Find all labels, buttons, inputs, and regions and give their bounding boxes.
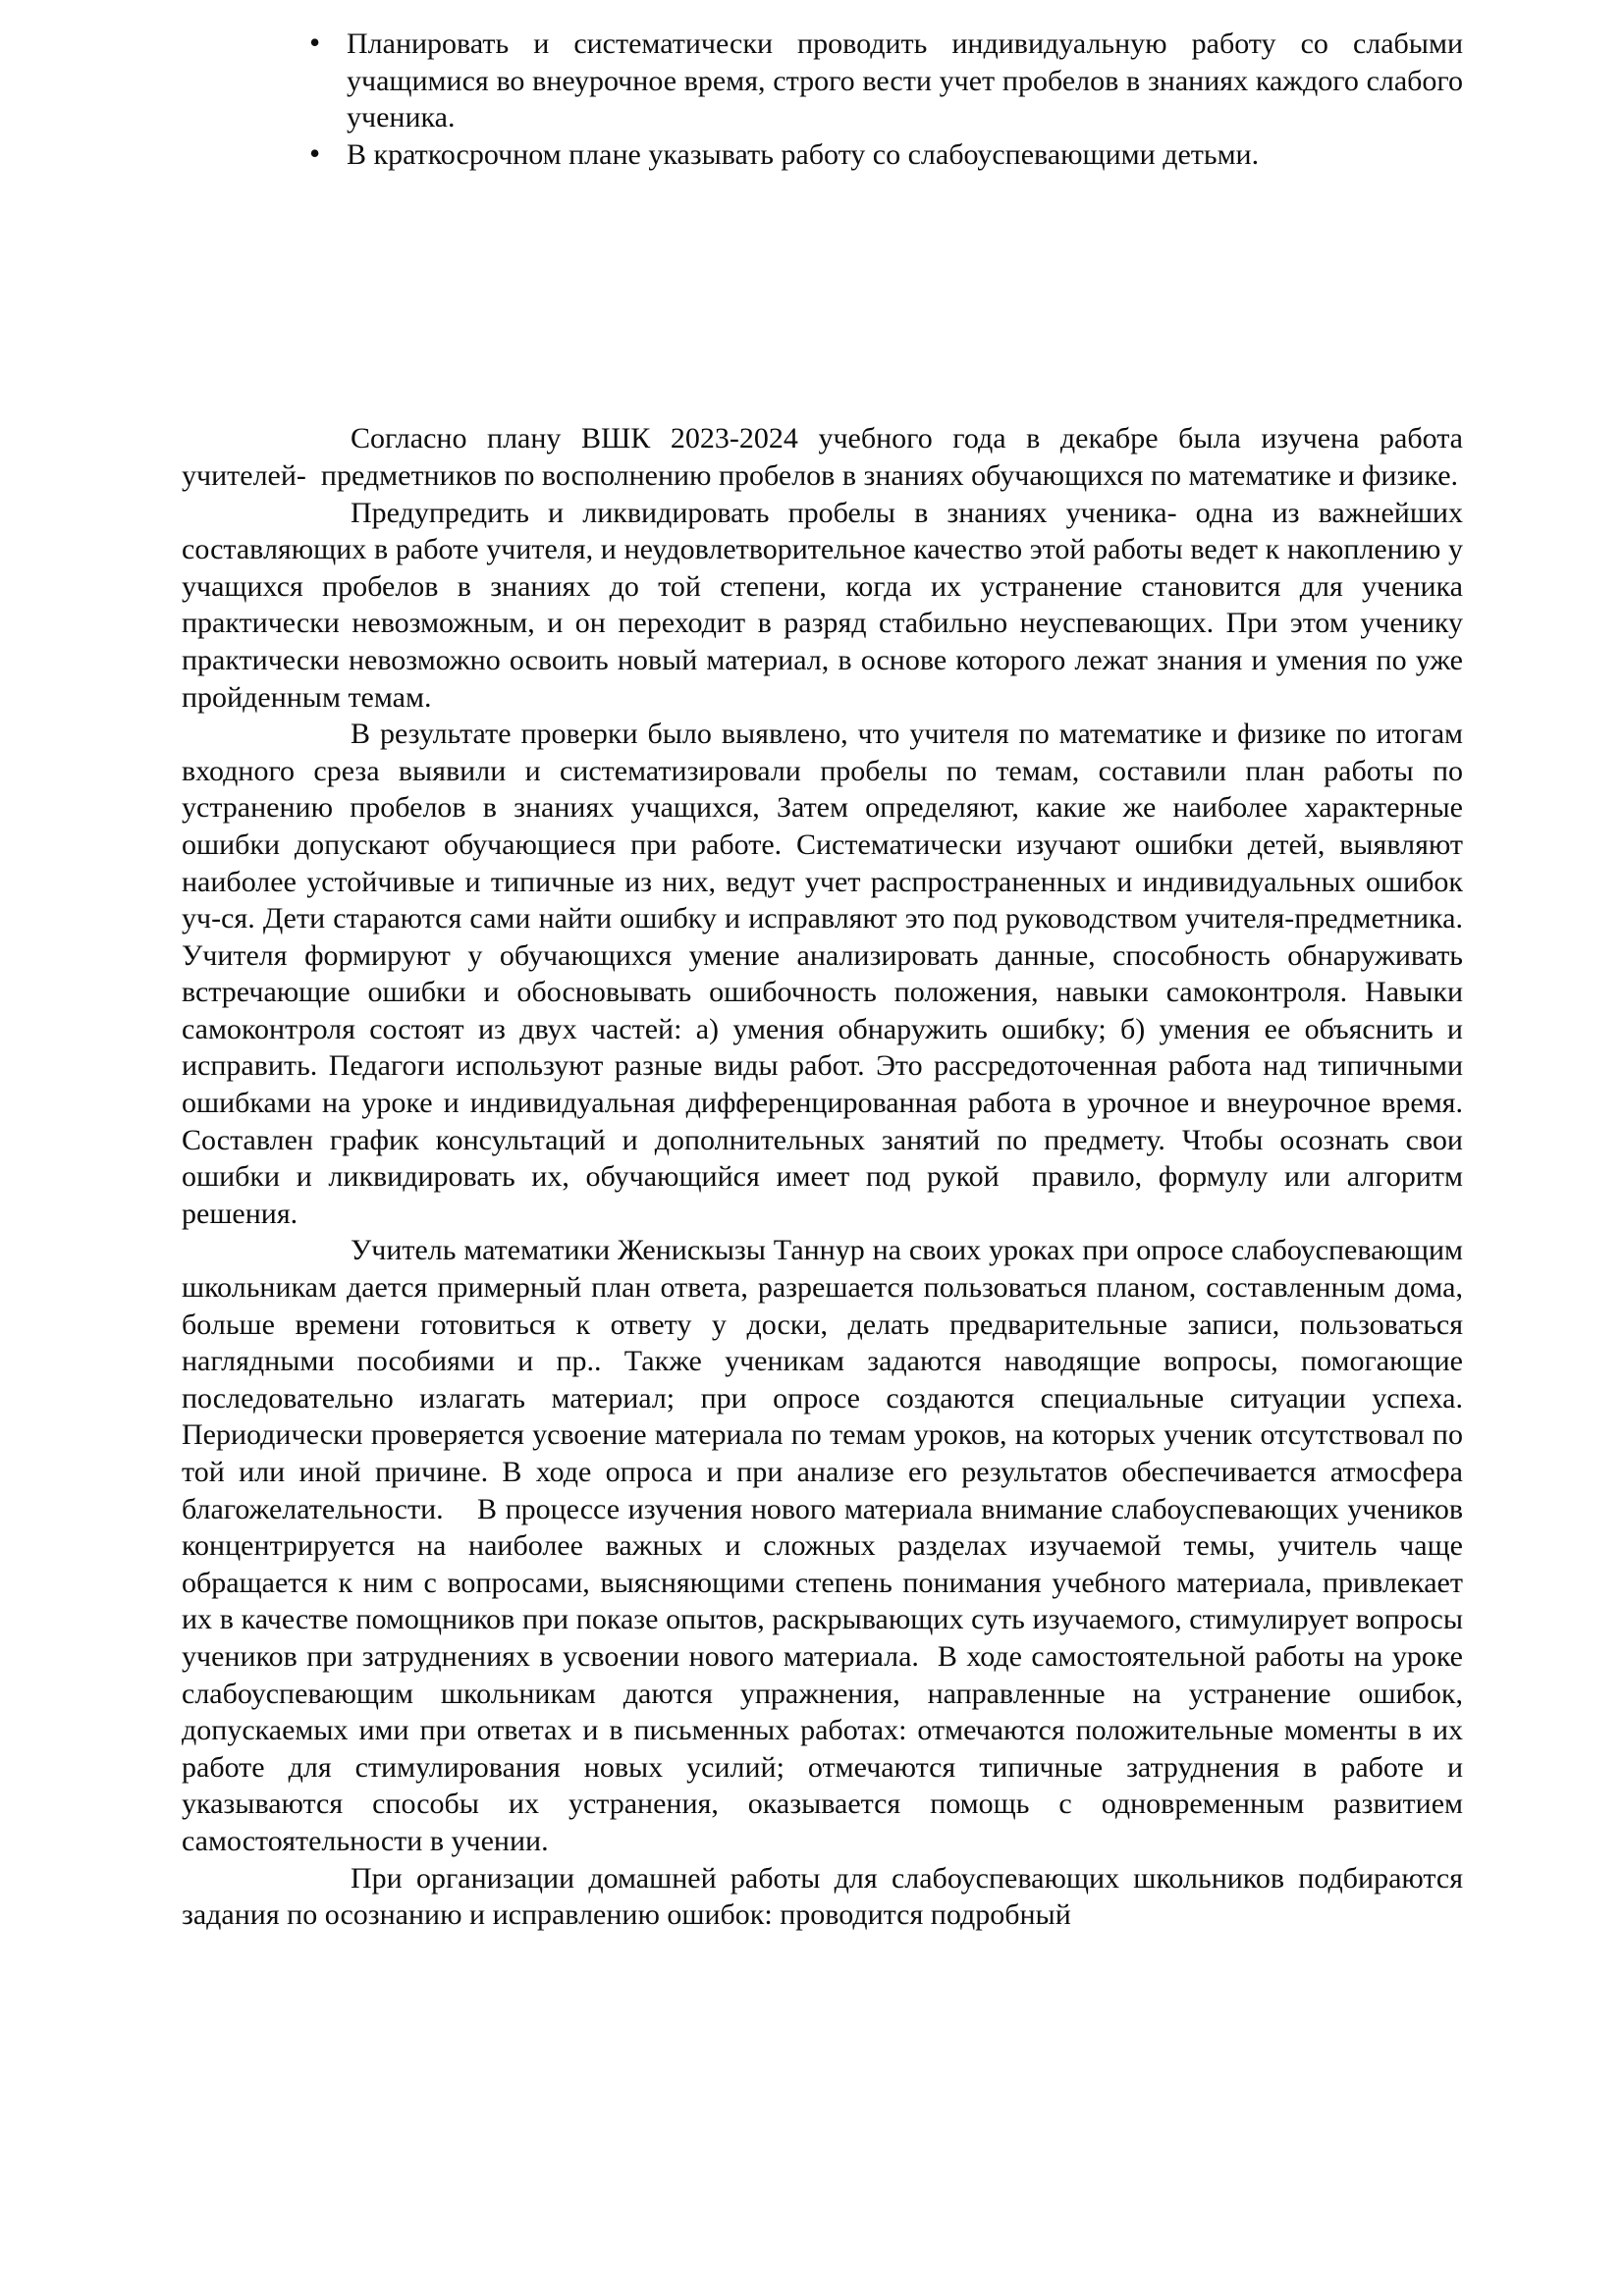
bullet-text: Планировать и систематически проводить индивидуальную работу со слабыми учащимися во внеурочное время, строго вести учет пробелов в знаниях каждого слабого ученика.	[347, 27, 1463, 134]
bullet-icon: •	[309, 25, 321, 60]
list-item	[182, 26, 1463, 136]
paragraph: В результате проверки было выявлено, что учителя по математике и физике по итогам входного среза выявили и систематизировали пробелы по темам, составили план работы по устранению пробелов в знаниях учащихся, Затем определяют, какие же наиболее характерные ошибки допускают обучающиеся при работе. Систематически изучают ошибки детей, выявляют наиболее устойчивые и типичные из них, ведут учет распространенных и индивидуальных ошибок уч-ся. Дети стараются сами найти ошибку и исправляют это под руководством учителя-предметника. Учителя формируют у обучающихся умение анализировать данные, способность обнаруживать встречающие ошибки и обосновывать ошибочность положения, навыки самоконтроля. Навыки самоконтроля состоят из двух частей: а) умения обнаружить ошибку; б) умения ее объяснить и исправить. Педагоги используют разные виды работ. Это рассредоточенная работа над типичными ошибками на уроке и индивидуальная дифференцированная работа в урочное и внеурочное время. Составлен график консультаций и дополнительных занятий по предмету. Чтобы осознать свои ошибки и ликвидировать их, обучающийся имеет под рукой правило, формулу или алгоритм решения.	[182, 718, 1471, 1230]
paragraph: Учитель математики Женискызы Таннур на своих уроках при опросе слабоуспевающим школьникам дается примерный план ответа, разрешается пользоваться планом, составленным дома, больше времени готовиться к ответу у доски, делать предварительные записи, пользоваться наглядными пособиями и пр.. Также ученикам задаются наводящие вопросы, помогающие последовательно излагать материал; при опросе создаются специальные ситуации успеха. Периодически проверяется усвоение материала по темам уроков, на которых ученик отсутствовал по той или иной причине. В ходе опроса и при анализе его результатов обеспечивается атмосфера благожелательности. В процессе изучения нового материала внимание слабоуспевающих учеников концентрируется на наиболее важных и сложных разделах изучаемой темы, учитель чаще обращается к ним с вопросами, выясняющими степень понимания учебного материала, привлекает их в качестве помощников при показе опытов, раскрывающих суть изучаемого, стимулирует вопросы учеников при затруднениях в усвоении нового материала. В ходе самостоятельной работы на уроке слабоуспевающим школьникам даются упражнения, направленные на устранение ошибок, допускаемых ими при ответах и в письменных работах: отмечаются положительные моменты в их работе для стимулирования новых усилий; отмечаются типичные затруднения в работе и указываются способы их устранения, оказывается помощь с одновременным развитием самостоятельности в учении.	[182, 1234, 1471, 1857]
paragraph: Предупредить и ликвидировать пробелы в знаниях ученика- одна из важнейших составляющих в работе учителя, и неудовлетворительное качество этой работы ведет к накоплению у учащихся пробелов в знаниях до той степени, когда их устранение становится для ученика практически невозможным, и он переходит в разряд стабильно неуспевающих. При этом ученику практически невозможно освоить новый материал, в основе которого лежат знания и умения по уже пройденным темам.	[182, 496, 1471, 714]
list-item	[182, 136, 1463, 174]
bullet-icon: •	[309, 134, 321, 171]
document-body	[182, 420, 1471, 1933]
bullet-text: В краткосрочном плане указывать работу со слабоуспевающими детьми.	[347, 137, 1260, 171]
paragraph: Согласно плану ВШК 2023-2024 учебного года в декабре была изучена работа учителей- предметников по восполнению пробелов в знаниях обучающихся по математике и физике.	[182, 422, 1471, 492]
paragraph: При организации домашней работы для слабоуспевающих школьников подбираются задания по осознанию и исправлению ошибок: проводится подробный	[182, 1861, 1471, 1932]
bullet-list	[182, 26, 1463, 173]
